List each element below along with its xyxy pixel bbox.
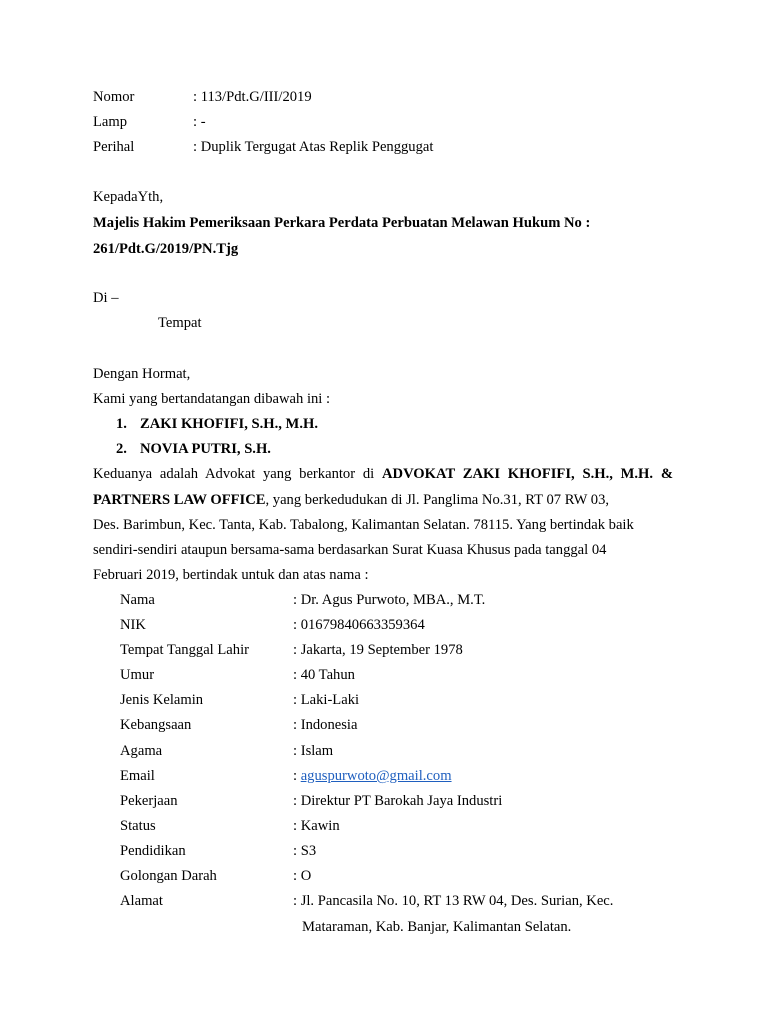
umur-label: Umur [120, 667, 155, 683]
ttl-value: : Jakarta, 19 September 1978 [293, 642, 463, 658]
nik-label: NIK [120, 617, 146, 633]
golongan-darah-value: : O [293, 868, 312, 884]
email-link[interactable]: aguspurwoto@gmail.com [300, 768, 452, 784]
tempat-text: Tempat [158, 315, 202, 331]
recipient-line-1: Majelis Hakim Pemeriksaan Perkara Perdata Perbuatan Melawan Hukum No : [93, 215, 591, 231]
advocate-number: 2. [116, 441, 127, 457]
firm-name-part-a: ADVOKAT ZAKI KHOFIFI, S.H., M.H. & [381, 466, 673, 482]
perihal-label: Perihal [93, 139, 135, 155]
di-text: Di – [93, 290, 119, 306]
nama-label: Nama [120, 592, 155, 608]
recipient-line-2: 261/Pdt.G/2019/PN.Tjg [93, 241, 239, 257]
agama-value: : Islam [293, 743, 334, 759]
lamp-label: Lamp [93, 114, 128, 130]
body-line-3: Des. Barimbun, Kec. Tanta, Kab. Tabalong, Kalimantan Selatan. 78115. Yang bertindak baik [93, 517, 634, 533]
nomor-label: Nomor [93, 89, 135, 105]
pekerjaan-label: Pekerjaan [120, 793, 178, 809]
pendidikan-label: Pendidikan [120, 843, 186, 859]
nik-value: : 01679840663359364 [293, 617, 425, 633]
status-value: : Kawin [293, 818, 340, 834]
greeting-text: Dengan Hormat, [93, 366, 191, 382]
umur-value: : 40 Tahun [293, 667, 355, 683]
advocate-name: ZAKI KHOFIFI, S.H., M.H. [140, 416, 318, 432]
ttl-label: Tempat Tanggal Lahir [120, 642, 249, 658]
body-suffix: , yang berkedudukan di Jl. Panglima No.31, RT 07 RW 03, [265, 492, 610, 508]
alamat-value-line-2: Mataraman, Kab. Banjar, Kalimantan Selatan. [302, 919, 572, 935]
golongan-darah-label: Golongan Darah [120, 868, 217, 884]
jenis-kelamin-value: : Laki-Laki [293, 692, 360, 708]
nomor-value: : 113/Pdt.G/III/2019 [193, 89, 312, 105]
kebangsaan-value: : Indonesia [293, 717, 358, 733]
body-prefix: Keduanya adalah Advokat yang berkantor di [93, 466, 382, 482]
nama-value: : Dr. Agus Purwoto, MBA., M.T. [293, 592, 486, 608]
body-line-4: sendiri-sendiri ataupun bersama-sama berdasarkan Surat Kuasa Khusus pada tanggal 04 [93, 542, 607, 558]
firm-name-part-b: PARTNERS LAW OFFICE [93, 492, 266, 508]
advocate-name: NOVIA PUTRI, S.H. [140, 441, 271, 457]
email-value-row [293, 767, 452, 785]
advocate-number: 1. [116, 416, 127, 432]
body-line-1 [93, 465, 673, 483]
kepada-text: KepadaYth, [93, 189, 164, 205]
status-label: Status [120, 818, 156, 834]
body-line-5: Februari 2019, bertindak untuk dan atas nama : [93, 567, 369, 583]
lamp-value: : - [193, 114, 206, 130]
pendidikan-value: : S3 [293, 843, 317, 859]
pekerjaan-value: : Direktur PT Barokah Jaya Industri [293, 793, 503, 809]
jenis-kelamin-label: Jenis Kelamin [120, 692, 204, 708]
kebangsaan-label: Kebangsaan [120, 717, 192, 733]
alamat-value-line-1: : Jl. Pancasila No. 10, RT 13 RW 04, Des. Surian, Kec. [293, 893, 614, 909]
body-line-2 [93, 491, 609, 509]
perihal-value: : Duplik Tergugat Atas Replik Penggugat [193, 139, 434, 155]
alamat-label: Alamat [120, 893, 163, 909]
email-colon: : [293, 768, 301, 784]
email-label: Email [120, 768, 155, 784]
agama-label: Agama [120, 743, 163, 759]
intro-text: Kami yang bertandatangan dibawah ini : [93, 391, 331, 407]
